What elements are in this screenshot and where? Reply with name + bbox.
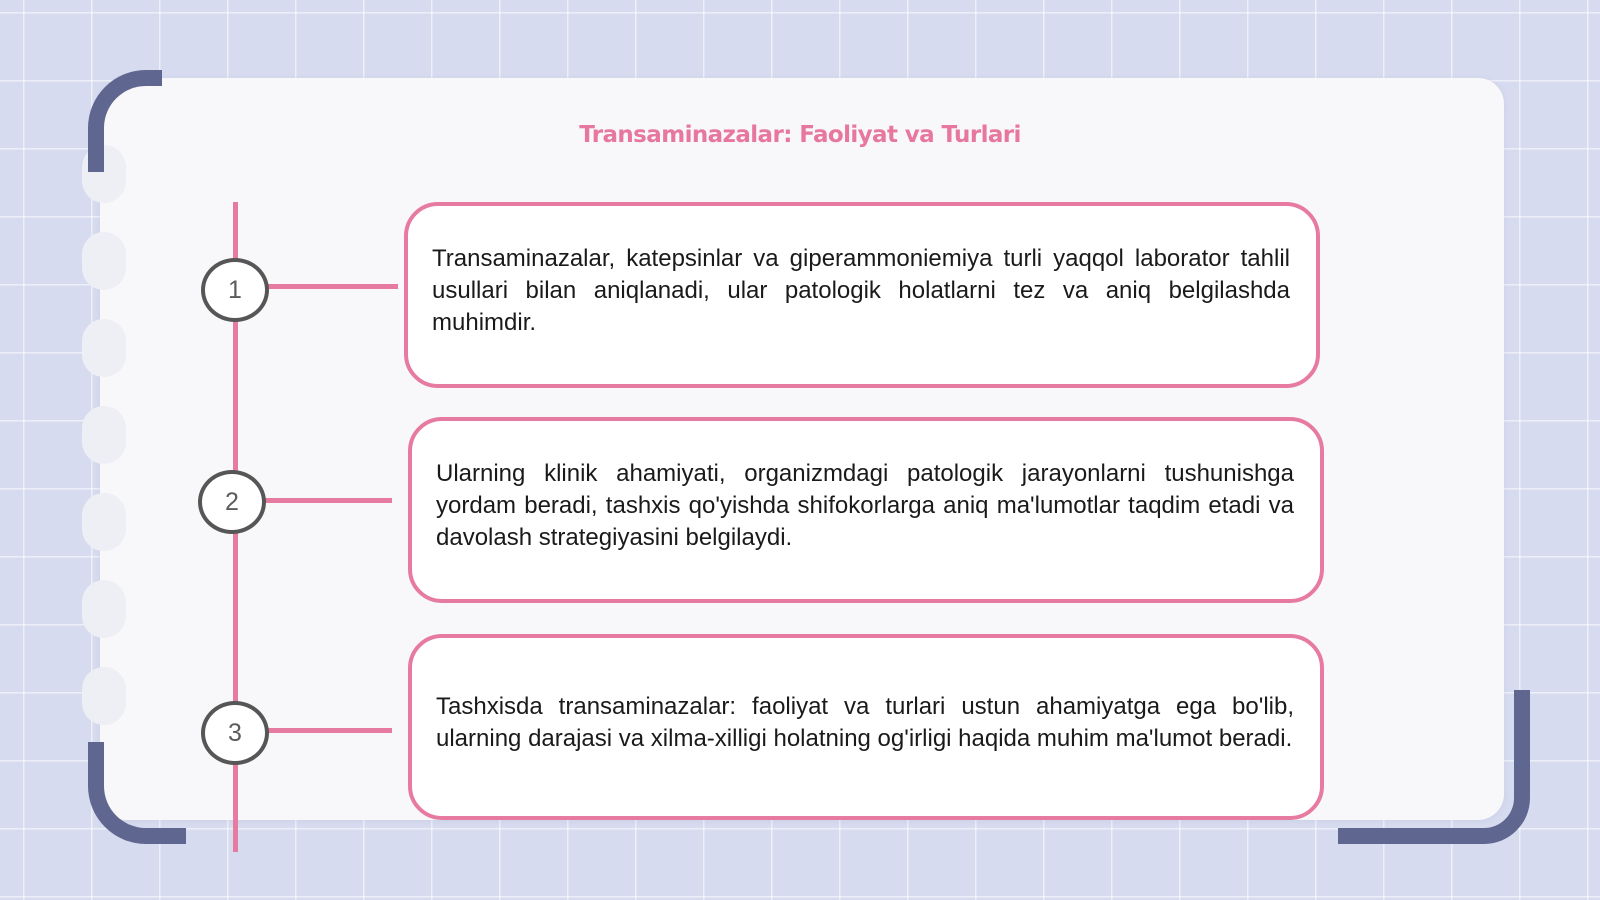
binder-tab bbox=[82, 319, 126, 377]
timeline-connector bbox=[266, 728, 392, 733]
binder-tab bbox=[82, 667, 126, 725]
step-card bbox=[408, 417, 1324, 603]
corner-bracket-bottom-left bbox=[88, 742, 186, 844]
timeline-connector bbox=[266, 284, 398, 289]
binder-tab bbox=[82, 493, 126, 551]
step-number-circle: 2 bbox=[198, 470, 266, 534]
step-card bbox=[408, 634, 1324, 820]
step-card-text: Tashxisda transaminazalar: faoliyat va turlari ustun ahamiyatga ega bo'lib, ularning darajasi va xilma-xilligi holatning og'irligi haqida muhim ma'lumot beradi. bbox=[436, 693, 1294, 752]
slide-title: Transaminazalar: Faoliyat va Turlari bbox=[579, 122, 1021, 148]
step-card-text: Ularning klinik ahamiyati, organizmdagi patologik jarayonlarni tushunishga yordam beradi, tashxis qo'yishda shifokorlarga aniq ma'lumotlar taqdim etadi va davolash strategiyasini belgilaydi. bbox=[436, 460, 1294, 551]
binder-tab bbox=[82, 232, 126, 290]
step-number-circle: 3 bbox=[201, 701, 269, 765]
corner-bracket-bottom-right bbox=[1338, 690, 1530, 844]
step-card-text: Transaminazalar, katepsinlar va giperammoniemiya turli yaqqol laborator tahlil usullari bilan aniqlanadi, ular patologik holatlarni tez va aniq belgilashda muhimdir. bbox=[432, 245, 1290, 336]
step-number-circle: 1 bbox=[201, 258, 269, 322]
binder-tab bbox=[82, 406, 126, 464]
binder-tab bbox=[82, 580, 126, 638]
timeline-connector bbox=[262, 498, 392, 503]
corner-bracket-top-left bbox=[88, 70, 162, 172]
step-card bbox=[404, 202, 1320, 388]
